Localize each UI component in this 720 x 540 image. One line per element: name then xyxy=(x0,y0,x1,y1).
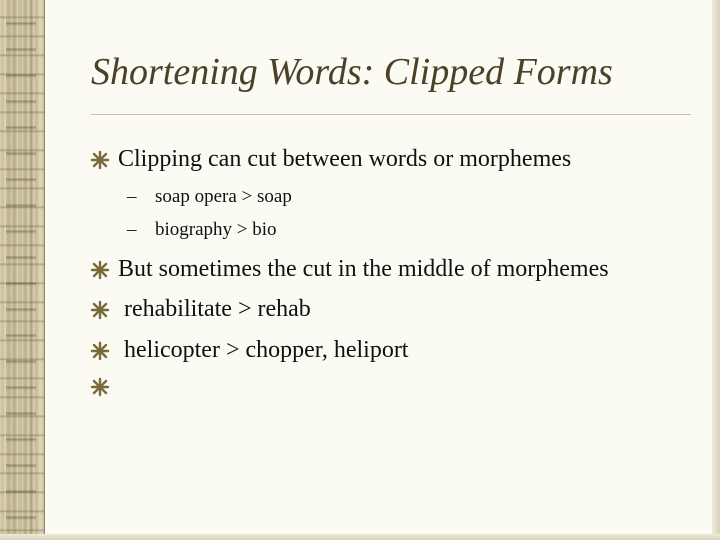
asterisk-bullet-icon xyxy=(90,300,110,320)
bullet-text: helicopter > chopper, heliport xyxy=(118,337,409,363)
bullet-text: Clipping can cut between words or morphemes xyxy=(118,146,572,172)
asterisk-bullet-icon xyxy=(90,150,110,170)
asterisk-bullet-icon xyxy=(90,377,110,397)
bullet-text: But sometimes the cut in the middle of morphemes xyxy=(118,256,609,282)
bullet-item xyxy=(90,296,311,323)
asterisk-bullet-icon xyxy=(90,260,110,280)
bullet-text: rehabilitate > rehab xyxy=(118,296,311,322)
asterisk-bullet-icon xyxy=(90,341,110,361)
bullet-item xyxy=(90,337,408,364)
title-divider xyxy=(91,114,691,115)
sub-bullet-item xyxy=(127,186,292,208)
dash-marker: – xyxy=(127,186,137,207)
bullet-item xyxy=(90,146,571,173)
sub-bullet-item xyxy=(127,219,277,241)
sub-bullet-text: biography > bio xyxy=(155,219,277,240)
slide-title: Shortening Words: Clipped Forms xyxy=(91,51,613,93)
strip-texture xyxy=(6,0,36,540)
bullet-item xyxy=(90,256,609,283)
bottom-edge-border xyxy=(0,534,720,540)
dash-marker: – xyxy=(127,219,137,240)
right-edge-border xyxy=(712,0,720,540)
sub-bullet-text: soap opera > soap xyxy=(155,186,292,207)
bullet-item-empty xyxy=(90,377,118,397)
decorative-side-strip xyxy=(0,0,45,540)
